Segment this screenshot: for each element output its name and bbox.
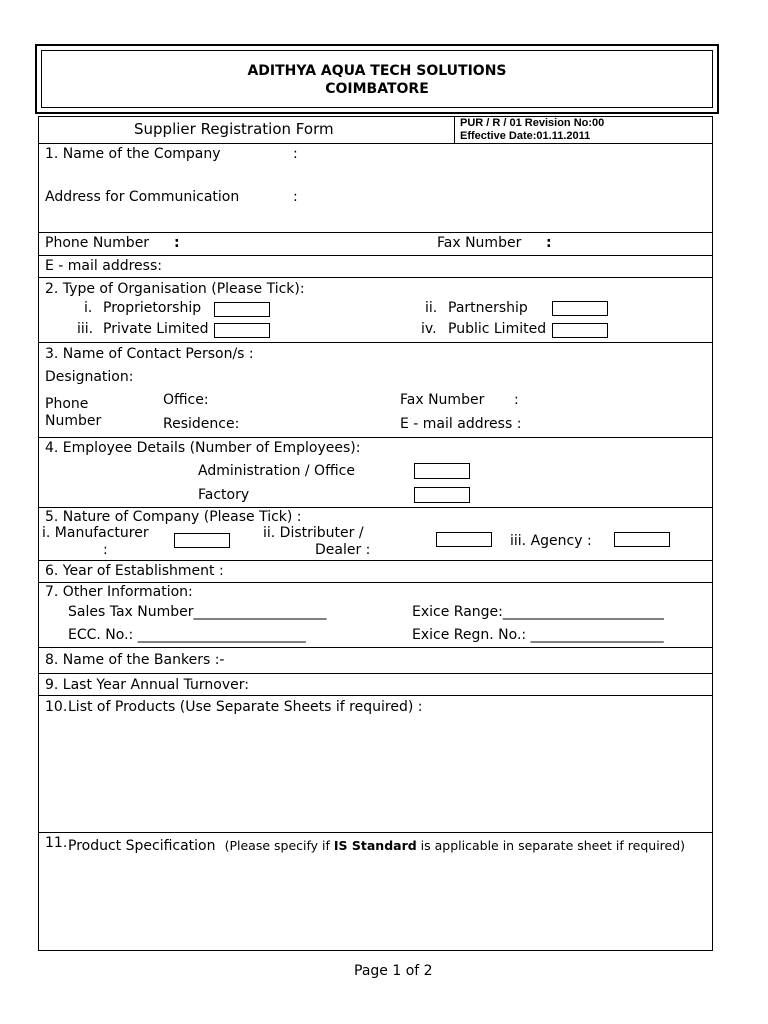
address-colon: : — [293, 189, 298, 205]
contact-person-heading: 3. Name of Contact Person/s : — [45, 346, 254, 362]
divider — [38, 560, 713, 561]
phone-number-label-line2: Number — [45, 413, 102, 429]
excise-range-field: Exice Range:_______________________ — [412, 604, 664, 620]
products-num: 10. — [45, 699, 68, 715]
products-list-heading: List of Products (Use Separate Sheets if required) : — [68, 699, 423, 715]
nature-of-company-heading: 5. Nature of Company (Please Tick) : — [45, 509, 302, 525]
opt-num: iii. — [77, 321, 94, 337]
opt-num: iv. — [421, 321, 437, 337]
effective-date: Effective Date:01.11.2011 — [460, 130, 591, 142]
proprietorship-checkbox[interactable] — [214, 302, 270, 317]
public-limited-checkbox[interactable] — [552, 323, 608, 338]
proprietorship-label: Proprietorship — [103, 300, 202, 316]
manufacturer-colon: : — [103, 542, 108, 558]
other-info-heading: 7. Other Information: — [45, 584, 193, 600]
manufacturer-checkbox[interactable] — [174, 533, 230, 548]
product-specification-heading: Product Specification — [68, 838, 216, 854]
designation-label: Designation: — [45, 369, 134, 385]
opt-num: i. — [84, 300, 93, 316]
residence-phone-label: Residence: — [163, 416, 240, 432]
divider — [38, 437, 713, 438]
opt-num: ii. — [425, 300, 438, 316]
admin-office-label: Administration / Office — [198, 463, 355, 479]
distributer-dealer-checkbox[interactable] — [436, 532, 492, 547]
company-name-colon: : — [293, 146, 298, 162]
contact-email-label: E - mail address : — [400, 416, 522, 432]
public-limited-label: Public Limited — [448, 321, 547, 337]
divider — [38, 673, 713, 674]
bankers-label: 8. Name of the Bankers :- — [45, 652, 225, 668]
fax-colon: : — [546, 235, 552, 251]
sales-tax-field: Sales Tax Number___________________ — [68, 604, 327, 620]
distributer-label: ii. Distributer / — [263, 525, 364, 541]
divider — [38, 277, 713, 278]
office-phone-label: Office: — [163, 392, 209, 408]
divider — [38, 832, 713, 833]
divider — [38, 695, 713, 696]
page-number: Page 1 of 2 — [354, 963, 433, 979]
divider — [38, 232, 713, 233]
form-title: Supplier Registration Form — [134, 120, 334, 138]
annual-turnover-label: 9. Last Year Annual Turnover: — [45, 677, 249, 693]
employee-details-heading: 4. Employee Details (Number of Employees): — [45, 440, 361, 456]
phone-label: Phone Number — [45, 235, 150, 251]
spec-num: 11. — [45, 835, 68, 851]
partnership-label: Partnership — [448, 300, 528, 316]
doc-reference: PUR / R / 01 Revision No:00 — [460, 117, 605, 129]
phone-number-label-line1: Phone — [45, 396, 89, 412]
manufacturer-label: i. Manufacturer — [42, 525, 149, 541]
factory-input[interactable] — [414, 487, 470, 503]
email-label: E - mail address: — [45, 258, 162, 274]
private-limited-checkbox[interactable] — [214, 323, 270, 338]
phone-colon: : — [174, 235, 180, 251]
spec-note-pre: (Please specify if — [224, 838, 334, 853]
contact-fax-label: Fax Number — [400, 392, 485, 408]
divider — [38, 143, 713, 144]
agency-label: iii. Agency : — [510, 533, 592, 549]
agency-checkbox[interactable] — [614, 532, 670, 547]
admin-office-input[interactable] — [414, 463, 470, 479]
divider — [38, 342, 713, 343]
year-established-label: 6. Year of Establishment : — [45, 563, 224, 579]
partnership-checkbox[interactable] — [552, 301, 608, 316]
org-type-heading: 2. Type of Organisation (Please Tick): — [45, 281, 305, 297]
divider — [38, 507, 713, 508]
contact-fax-colon: : — [514, 392, 519, 408]
header-box — [35, 44, 719, 114]
spec-note-post: is applicable in separate sheet if required) — [416, 838, 686, 853]
spec-note-bold: IS Standard — [333, 838, 417, 853]
factory-label: Factory — [198, 487, 250, 503]
dealer-label: Dealer : — [315, 542, 371, 558]
divider — [38, 582, 713, 583]
excise-regn-field: Exice Regn. No.: ___________________ — [412, 627, 664, 643]
private-limited-label: Private Limited — [103, 321, 209, 337]
title-divider — [454, 116, 455, 143]
company-city: COIMBATORE — [325, 81, 429, 97]
ecc-number-field: ECC. No.: ________________________ — [68, 627, 306, 643]
product-specification-line — [68, 835, 685, 854]
header-inner-border — [41, 50, 713, 108]
divider — [38, 255, 713, 256]
divider — [38, 647, 713, 648]
fax-label: Fax Number — [437, 235, 522, 251]
address-label: Address for Communication — [45, 189, 240, 205]
company-name: ADITHYA AQUA TECH SOLUTIONS — [247, 63, 507, 79]
company-name-label: 1. Name of the Company — [45, 146, 221, 162]
